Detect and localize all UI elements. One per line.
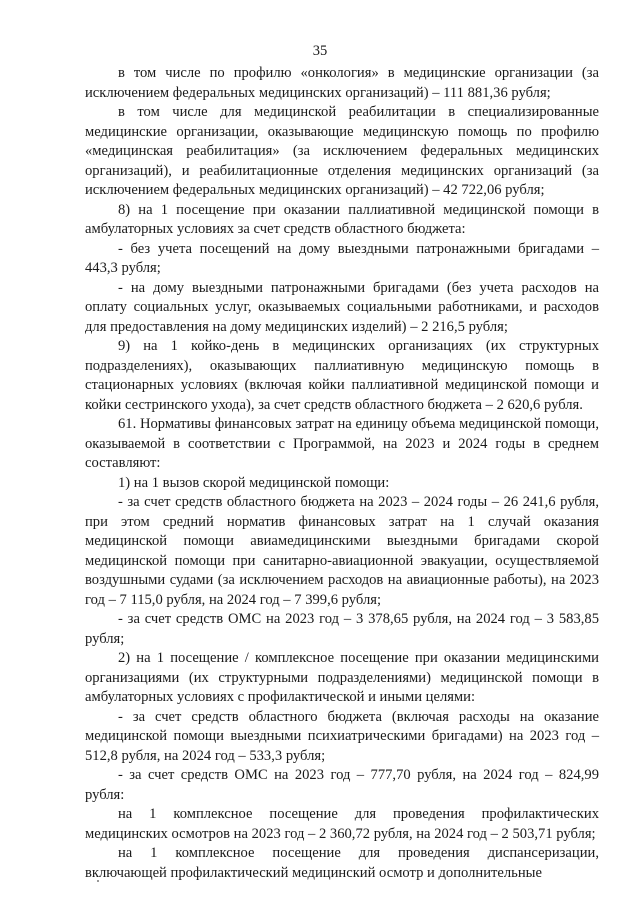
paragraph-item-8-home: - на дому выездными патронажными бригадами (без учета расходов на оплату социальных услуг, оказываемых социальными работниками, и расходов для предоставления на дому медицинских изделий) – 2 216,5 рубля;	[85, 279, 599, 335]
paragraph-item-8: 8) на 1 посещение при оказании паллиативной медицинской помощи в амбулаторных условиях за счет средств областного бюджета:	[85, 201, 599, 237]
paragraph-item-9: 9) на 1 койко-день в медицинских организациях (их структурных подразделениях), оказывающих паллиативную медицинскую помощь в стационарных условиях (включая койки паллиативной медицинской помощи и койки сестринского ухода), за счет средств областного бюджета – 2 620,6 рубля.	[85, 338, 599, 413]
document-body	[85, 64, 599, 883]
paragraph-rehabilitation: в том числе для медицинской реабилитации в специализированные медицинские организации, оказывающие медицинскую помощь по профилю «медицинская реабилитация» (за исключением федеральных медицинских организаций), и реабилитационные отделения медицинских организаций (за исключением федеральных медицинских организаций) – 42 722,06 рубля;	[85, 104, 599, 198]
paragraph-item-2: 2) на 1 посещение / комплексное посещение при оказании медицинскими организациями (их структурными подразделениями) медицинской помощи в амбулаторных условиях с профилактической и иными целями:	[85, 650, 599, 705]
paragraph-dispensary: на 1 комплексное посещение для проведения диспансеризации, включающей профилактический медицинский осмотр и дополнительные	[85, 845, 599, 881]
paragraph-item-2-regional: - за счет средств областного бюджета (включая расходы на оказание медицинской помощи выездными психиатрическими бригадами) на 2023 год – 512,8 рубля, на 2024 год – 533,3 рубля;	[85, 708, 599, 764]
paragraph-oncology: в том числе по профилю «онкология» в медицинские организации (за исключением федеральных медицинских организаций) – 111 881,36 рубля;	[85, 65, 599, 101]
paragraph-item-8-without-home: - без учета посещений на дому выездными патронажными бригадами – 443,3 рубля;	[85, 240, 599, 276]
page-number: 35	[312, 43, 328, 59]
paragraph-preventive-exams: на 1 комплексное посещение для проведения профилактических медицинских осмотров на 2023 год – 2 360,72 рубля, на 2024 год – 2 503,71 рубля;	[85, 806, 599, 842]
paragraph-item-1-oms: - за счет средств ОМС на 2023 год – 3 378,65 рубля, на 2024 год – 3 583,85 рубля;	[85, 611, 599, 647]
paragraph-section-61: 61. Нормативы финансовых затрат на единицу объема медицинской помощи, оказываемой в соответствии с Программой, на 2023 и 2024 годы в среднем составляют:	[85, 416, 599, 471]
paragraph-item-1: 1) на 1 вызов скорой медицинской помощи:	[118, 474, 390, 491]
paragraph-item-2-oms: - за счет средств ОМС на 2023 год – 777,70 рубля, на 2024 год – 824,99 рубля:	[85, 767, 599, 803]
scan-dot	[97, 880, 99, 882]
paragraph-item-1-regional: - за счет средств областного бюджета на 2023 – 2024 годы – 26 241,6 рубля, при этом средний норматив финансовых затрат на 1 случай оказания медицинской помощи авиамедицинскими выездными бригадами скорой медицинской помощи при санитарно-авиационной эвакуации, осуществляемой воздушными судами (за исключением расходов на авиационные работы), на 2023 год – 7 115,0 рубля, на 2024 год – 7 399,6 рубля;	[85, 494, 599, 608]
